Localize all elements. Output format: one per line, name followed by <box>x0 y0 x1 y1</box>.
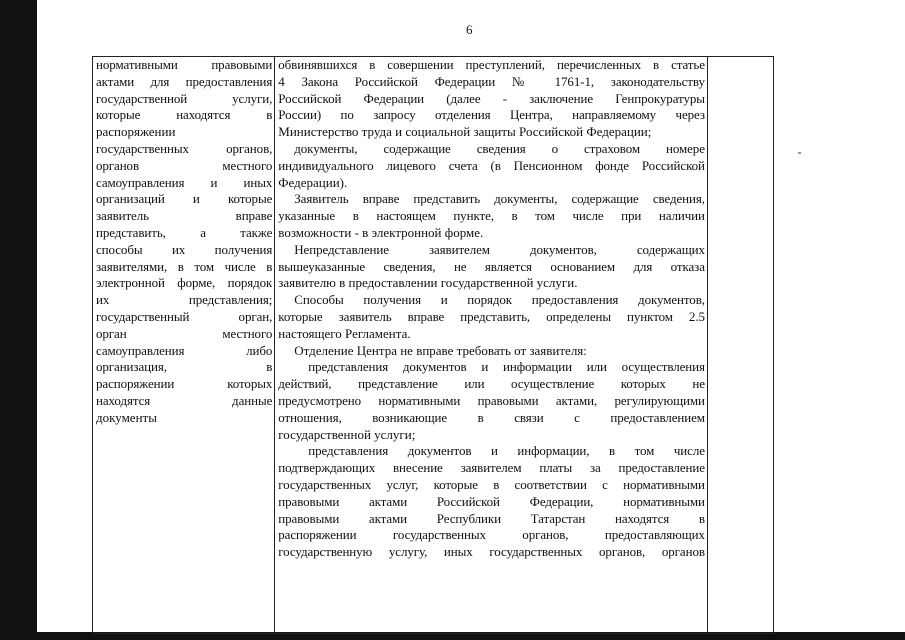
middle-line: действий, представление или осуществление которых не <box>278 376 705 392</box>
left-line: государственных органов, <box>96 140 273 156</box>
left-line: организация, в <box>96 359 273 375</box>
left-column-cell <box>93 57 275 634</box>
middle-line: документы, содержащие сведения о страховом номере <box>294 140 705 156</box>
middle-line: подтверждающих внесение заявителем платы за предоставление <box>278 460 705 476</box>
left-line: заявителями, в том числе в <box>96 258 273 274</box>
middle-line: государственной услуги; <box>278 426 416 442</box>
middle-line: отношения, возникающие в связи с предоставлением <box>278 409 705 425</box>
left-line: представить, а также <box>96 224 273 240</box>
left-line: которые находятся в <box>96 107 273 123</box>
middle-line: представления документов и информации или осуществления <box>308 359 705 375</box>
middle-line: правовыми актами Российской Федерации, нормативными <box>278 493 705 509</box>
middle-line: Федерации). <box>278 174 348 190</box>
middle-line: настоящего Регламента. <box>278 325 411 341</box>
middle-line: России) по запросу отделения Центра, направляемому через <box>278 107 705 123</box>
left-line: органов местного <box>96 157 273 173</box>
left-line: орган местного <box>96 325 273 341</box>
left-line: способы их получения <box>96 241 273 257</box>
middle-line: государственную услугу, иных государственных органов, органов <box>278 544 705 560</box>
middle-line: обвинявшихся в совершении преступлений, перечисленных в статье <box>278 57 705 72</box>
middle-line: указанные в настоящем пункте, в том числе при наличии <box>278 208 705 224</box>
left-line: находятся данные <box>96 392 273 408</box>
middle-line: Отделение Центра не вправе требовать от заявителя: <box>294 342 587 358</box>
left-line: государственной услуги, <box>96 90 273 106</box>
left-line: актами для предоставления <box>96 73 273 89</box>
middle-line: правовыми актами Республики Татарстан находятся в <box>278 510 705 526</box>
left-line: самоуправления либо <box>96 342 273 358</box>
regulation-table <box>92 56 774 634</box>
middle-line: представления документов и информации, в том числе <box>308 443 705 459</box>
middle-line: вышеуказанные сведения, не является основанием для отказа <box>278 258 705 274</box>
scan-left-edge <box>0 0 37 640</box>
table-row <box>93 57 774 634</box>
middle-line: 4 Закона Российской Федерации № 1761-1, законодательству <box>278 73 705 89</box>
middle-column-cell <box>275 57 708 634</box>
middle-line: Заявитель вправе представить документы, содержащие сведения, <box>294 191 705 207</box>
scan-speck <box>798 152 801 154</box>
middle-line: государственных услуг, которые в соответствии с нормативными <box>278 476 705 492</box>
middle-line: предусмотрено нормативными правовыми актами, регулирующими <box>278 392 705 408</box>
middle-line: заявителю в предоставлении государственной услуги. <box>278 275 578 291</box>
left-line: организаций и которые <box>96 191 273 207</box>
left-line: распоряжении <box>96 124 176 140</box>
middle-line: Непредставление заявителем документов, содержащих <box>294 241 705 257</box>
page-number: 6 <box>466 22 473 37</box>
middle-line: Способы получения и порядок предоставления документов, <box>294 292 705 308</box>
middle-line: возможности - в электронной форме. <box>278 224 484 240</box>
middle-line: Российской Федерации (далее - заключение Генпрокуратуры <box>278 90 705 106</box>
right-column-cell <box>707 57 773 634</box>
left-line: документы <box>96 409 157 425</box>
left-line: заявитель вправе <box>96 208 273 224</box>
left-line: нормативными правовыми <box>96 57 273 72</box>
middle-line: индивидуального лицевого счета (в Пенсионном фонде Российской <box>278 157 705 173</box>
left-line: самоуправления и иных <box>96 174 273 190</box>
middle-line: которые заявитель вправе представить, определены пунктом 2.5 <box>278 308 705 324</box>
middle-line: Министерство труда и социальной защиты Российской Федерации; <box>278 124 652 140</box>
document-page <box>37 0 905 632</box>
left-line: электронной форме, порядок <box>96 275 273 291</box>
left-line: государственный орган, <box>96 308 273 324</box>
left-line: распоряжении которых <box>96 376 273 392</box>
middle-line: распоряжении государственных органов, предоставляющих <box>278 527 705 543</box>
left-line: их представления; <box>96 292 273 308</box>
